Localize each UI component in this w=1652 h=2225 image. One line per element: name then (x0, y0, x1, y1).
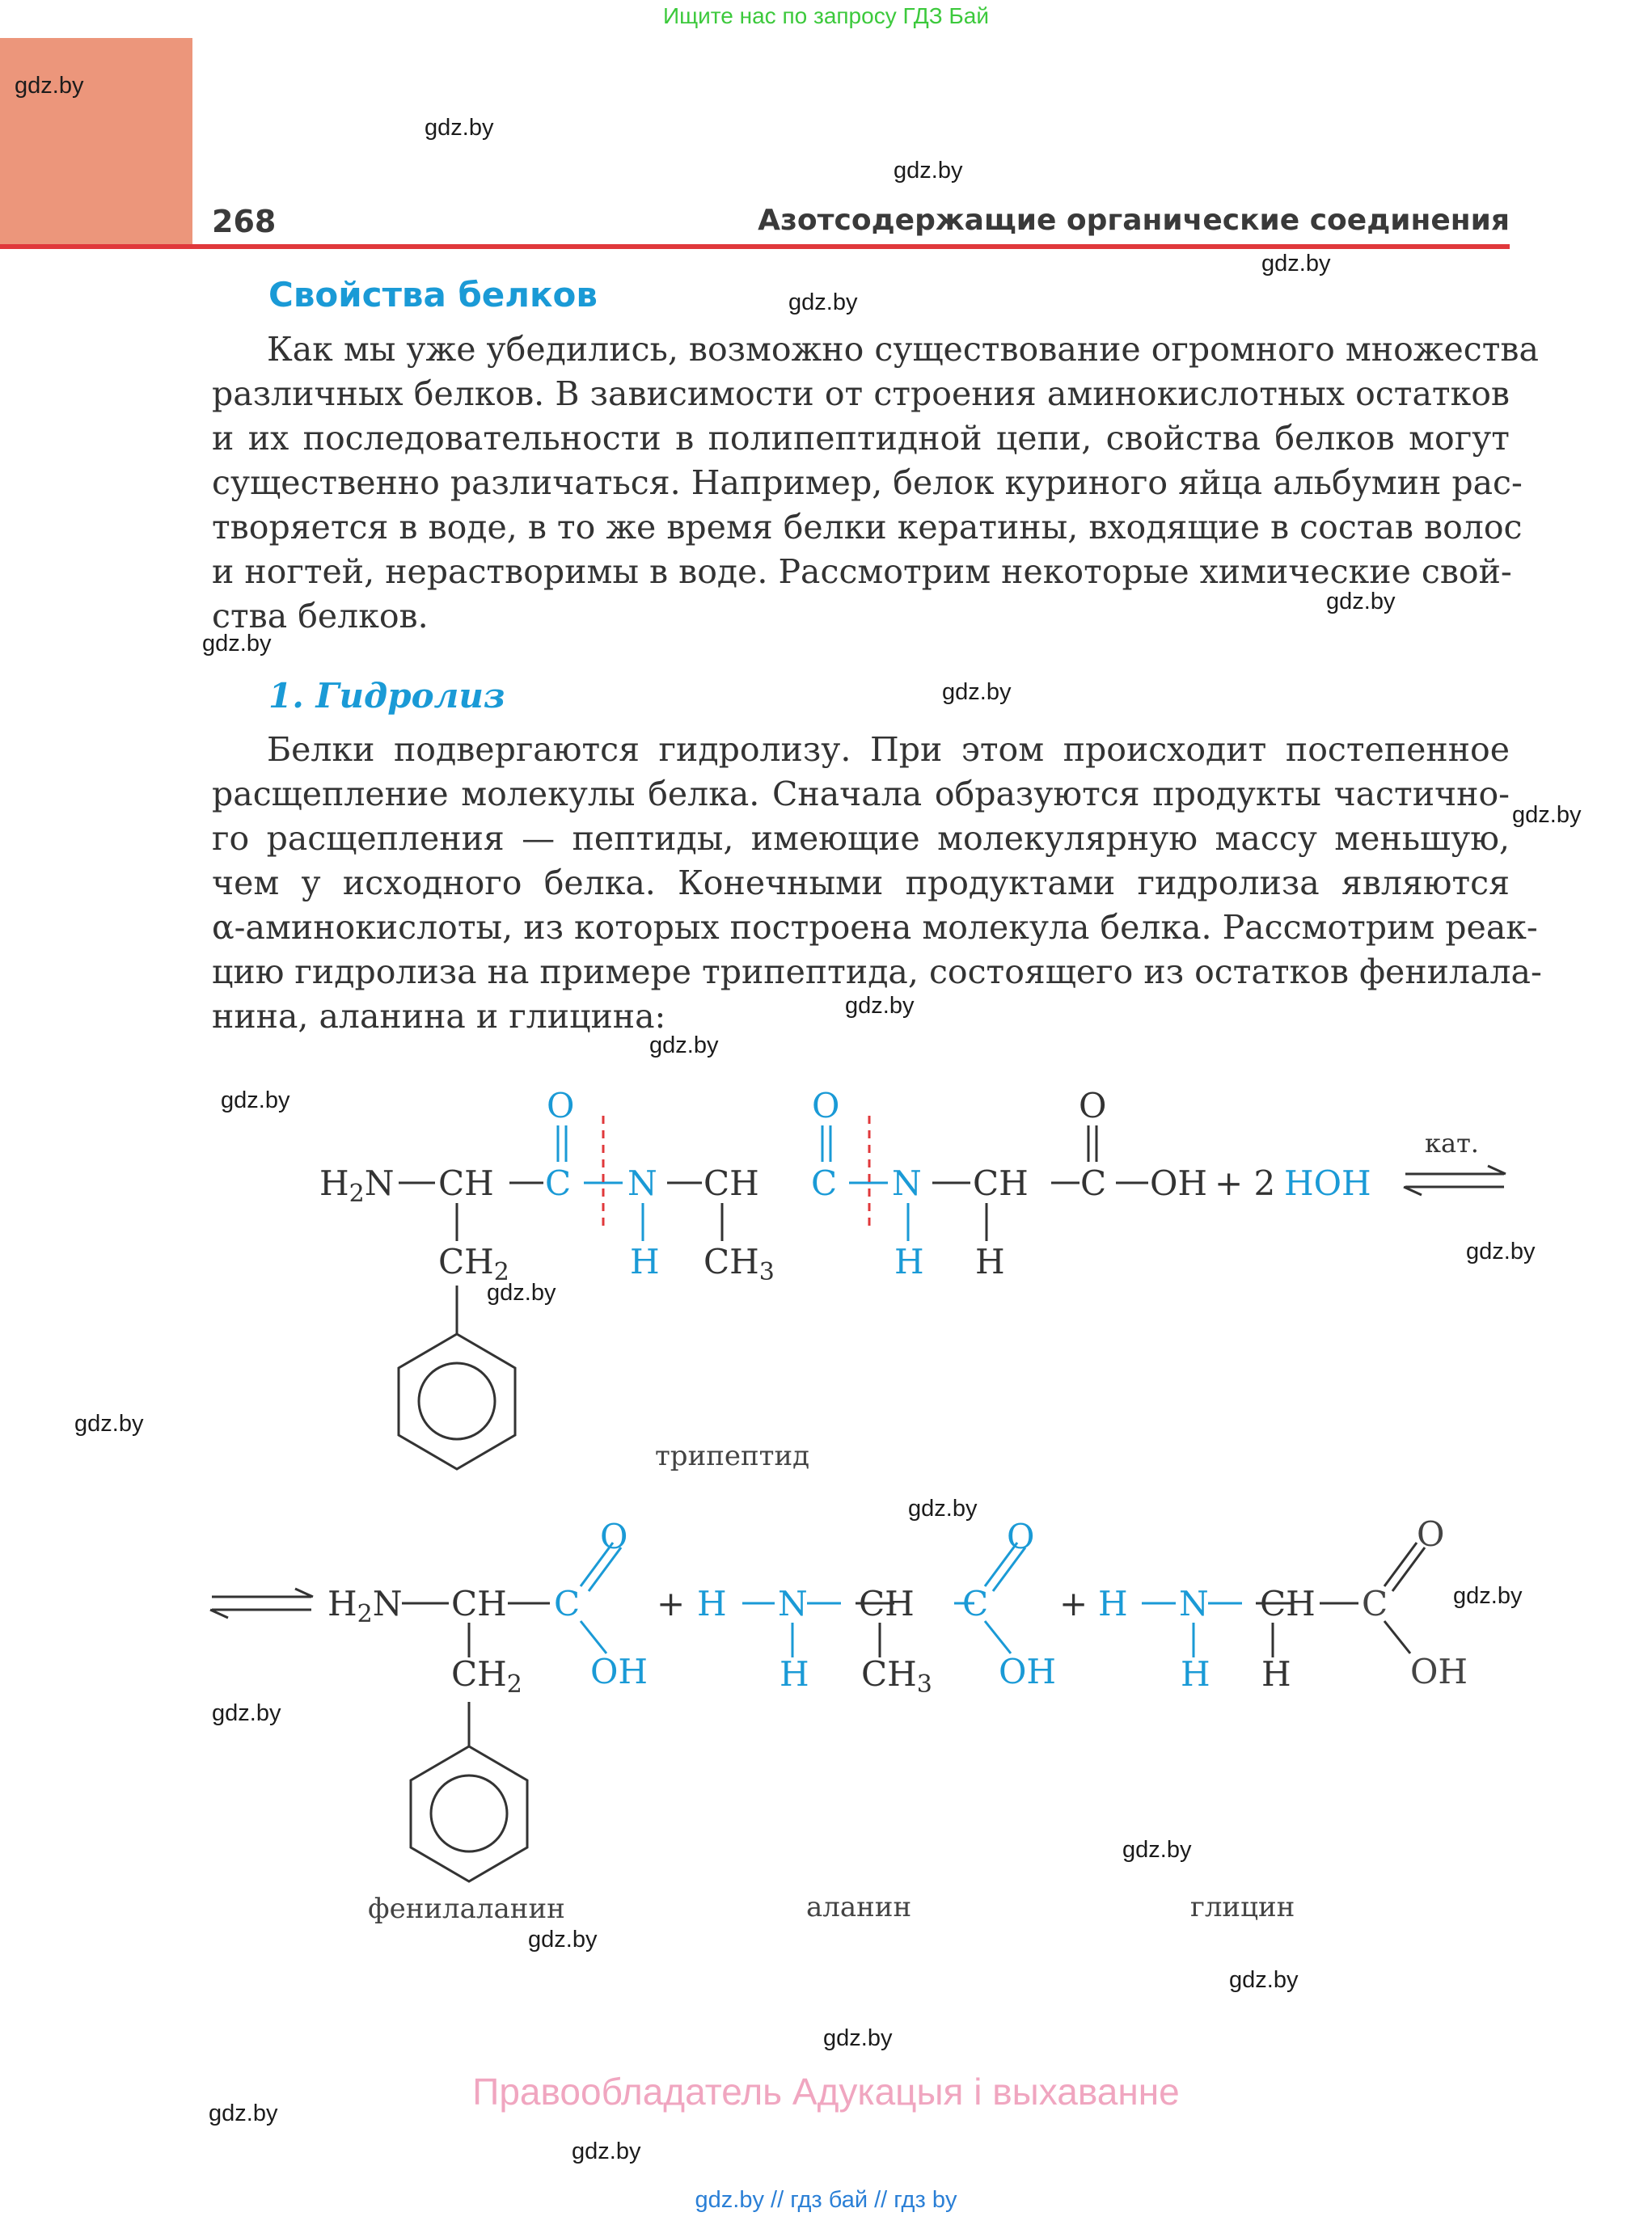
text-line: α-аминокислоты, из которых построена молекула белка. Рассмотрим реак- (212, 908, 1538, 947)
carboxyl-o: O (1079, 1086, 1107, 1125)
top-banner[interactable]: Ищите нас по запросу ГДЗ Бай (662, 3, 990, 28)
h2n-label: H2N (319, 1163, 395, 1208)
amide-h1: H (630, 1242, 660, 1281)
text-line: Белки подвергаются гидролизу. При этом происходит постепенное (267, 730, 1510, 769)
ala-ch3: CH3 (861, 1654, 932, 1699)
gly-h-alpha: H (1261, 1654, 1291, 1694)
amide-h2: H (894, 1242, 924, 1281)
watermark: gdz.by (425, 115, 494, 141)
phe-ch2: CH2 (451, 1654, 522, 1699)
ch-phe: CH (438, 1163, 494, 1203)
text-line: существенно различаться. Например, белок куриного яйца альбумин рас- (212, 463, 1523, 502)
tripeptide-caption: трипептид (655, 1440, 810, 1472)
ala-o: O (1007, 1517, 1035, 1556)
watermark: gdz.by (1261, 251, 1331, 277)
gly-c: C (1362, 1584, 1388, 1623)
phe-c: C (554, 1584, 581, 1623)
ala-c: C (962, 1584, 989, 1623)
alanine-caption: аланин (806, 1891, 912, 1923)
carbonyl-c2: C (811, 1163, 838, 1203)
benzene-ring-reactant (399, 1334, 515, 1469)
equilibrium-arrow (1404, 1166, 1506, 1195)
plus-sign: + (1059, 1584, 1088, 1623)
watermark: gdz.by (788, 289, 858, 315)
text-line: нина, аланина и глицина: (212, 997, 666, 1036)
ch3-ala: CH3 (703, 1242, 775, 1286)
product-bonds (402, 1543, 1425, 1746)
ala-oh: OH (999, 1652, 1057, 1691)
watermark: gdz.by (1326, 589, 1396, 614)
watermark: gdz.by (74, 1411, 144, 1437)
ala-ch: CH (859, 1584, 915, 1623)
carboxyl-oh: OH (1150, 1163, 1208, 1203)
ala-h: H (697, 1584, 727, 1623)
watermark: gdz.by (1466, 1239, 1536, 1264)
ch2-phe: CH2 (438, 1242, 509, 1286)
h-gly: H (975, 1242, 1005, 1281)
text-line: чем у исходного белка. Конечными продуктами гидролиза являются (212, 863, 1510, 902)
amide-n1: N (627, 1163, 657, 1203)
text-line: цию гидролиза на примере трипептида, состоящего из остатков фенилала- (212, 952, 1542, 991)
ch-gly: CH (973, 1163, 1029, 1203)
watermark: gdz.by (15, 73, 84, 99)
gly-o: O (1417, 1514, 1445, 1554)
plus-water: + 2 (1215, 1163, 1276, 1203)
carbonyl-c1: C (545, 1163, 572, 1203)
amide-n2: N (892, 1163, 922, 1203)
watermark: gdz.by (845, 993, 915, 1019)
carboxyl-c: C (1080, 1163, 1107, 1203)
glycine-caption: глицин (1190, 1891, 1295, 1923)
equilibrium-arrow-products (210, 1589, 313, 1618)
watermark: gdz.by (908, 1496, 978, 1522)
text-line: и их последовательности в полипептидной цепи, свойства белков могут (212, 419, 1510, 458)
watermark: gdz.by (649, 1032, 719, 1058)
watermark: gdz.by (202, 631, 272, 657)
watermark: gdz.by (487, 1280, 556, 1306)
watermark: gdz.by (823, 2025, 893, 2051)
watermark: gdz.by (528, 1927, 598, 1953)
text-line: различных белков. В зависимости от строения аминокислотных остатков (212, 374, 1510, 413)
gly-h: H (1098, 1584, 1128, 1623)
text-line: творяется в воде, в то же время белки кератины, входящие в состав волос (212, 508, 1523, 547)
watermark: gdz.by (894, 158, 963, 184)
subheading-hydrolysis: 1. Гидролиз (268, 676, 505, 716)
watermark: gdz.by (209, 2100, 278, 2126)
text-line: ства белков. (212, 597, 429, 635)
copyright-notice: Правообладатель Адукацыя і выхаванне (472, 2071, 1180, 2113)
text-line: го расщепления — пептиды, имеющие молекулярную массу меньшую, (212, 819, 1510, 858)
gly-ch: CH (1260, 1584, 1316, 1623)
watermark: gdz.by (212, 1700, 281, 1726)
phe-o: O (600, 1517, 628, 1556)
watermark: gdz.by (1512, 802, 1582, 828)
chapter-title: Азотсодержащие органические соединения (758, 204, 1510, 237)
text-line: и ногтей, нерастворимы в воде. Рассмотрим некоторые химические свой- (212, 552, 1512, 591)
phe-oh: OH (590, 1652, 649, 1691)
text-line: Как мы уже убедились, возможно существование огромного множества (267, 330, 1539, 369)
gly-nh: H (1181, 1654, 1210, 1694)
watermark: gdz.by (572, 2138, 641, 2164)
text-line: расщепление молекулы белка. Сначала образуются продукты частично- (212, 775, 1510, 813)
benzene-ring-product (411, 1746, 527, 1881)
section-heading: Свойства белков (268, 275, 598, 315)
ch-ala: CH (703, 1163, 759, 1203)
ala-n: N (778, 1584, 808, 1623)
plus-sign: + (657, 1584, 686, 1623)
gly-oh: OH (1410, 1652, 1468, 1691)
watermark: gdz.by (942, 679, 1012, 705)
carbonyl-o1: O (547, 1086, 575, 1125)
watermark: gdz.by (1229, 1967, 1299, 1993)
water: HOH (1284, 1163, 1371, 1203)
watermark: gdz.by (221, 1087, 290, 1113)
watermark: gdz.by (1122, 1837, 1192, 1863)
phenylalanine-caption: фенилаланин (368, 1893, 565, 1925)
carbonyl-o2: O (812, 1086, 840, 1125)
catalyst-label: кат. (1425, 1128, 1479, 1159)
ala-nh: H (780, 1654, 809, 1694)
footer-links[interactable]: gdz.by // гдз бай // гдз by (695, 2187, 957, 2213)
phe-ch: CH (451, 1584, 507, 1623)
gly-n: N (1179, 1584, 1209, 1623)
watermark: gdz.by (1453, 1583, 1523, 1609)
page-number: 268 (212, 204, 277, 239)
phe-h2n: H2N (327, 1584, 403, 1628)
